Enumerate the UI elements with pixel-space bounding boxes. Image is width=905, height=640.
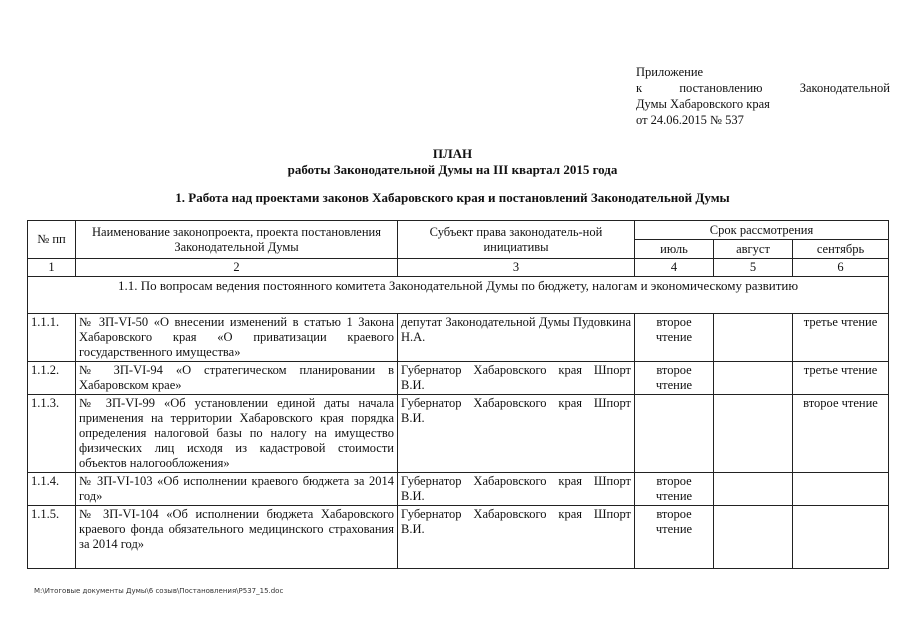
row-num: 1.1.3.	[28, 395, 76, 473]
col-number: 6	[793, 259, 889, 277]
row-september	[793, 473, 889, 506]
appendix-line-1: Приложение	[636, 65, 704, 79]
header-month-july: июль	[635, 240, 714, 259]
header-num: № пп	[28, 221, 76, 259]
row-subject: Губернатор Хабаровского края Шпорт В.И.	[398, 473, 635, 506]
row-num: 1.1.2.	[28, 362, 76, 395]
plan-title: ПЛАН	[432, 146, 473, 161]
header-month-september: сентябрь	[793, 240, 889, 259]
table-row	[28, 473, 889, 506]
row-subject: Губернатор Хабаровского края Шпорт В.И.	[398, 506, 635, 569]
row-num: 1.1.5.	[28, 506, 76, 569]
header-period: Срок рассмотрения	[635, 221, 889, 240]
row-august	[714, 395, 793, 473]
row-name: № ЗП-VI-103 «Об исполнении краевого бюджета за 2014 год»	[76, 473, 398, 506]
header-subject: Субъект права законодатель-ной инициативы	[398, 221, 635, 259]
row-july: второе чтение	[635, 314, 714, 362]
row-august	[714, 506, 793, 569]
row-name: № ЗП-VI-50 «О внесении изменений в статью 1 Закона Хабаровского края «О приватизации краевого государственного имущества»	[76, 314, 398, 362]
row-subject: Губернатор Хабаровского края Шпорт В.И.	[398, 362, 635, 395]
row-august	[714, 362, 793, 395]
appendix-line-2: к постановлению Законодательной	[636, 81, 890, 95]
row-september: третье чтение	[793, 362, 889, 395]
section-row	[28, 277, 889, 314]
appendix-line-3: Думы Хабаровского края	[636, 97, 770, 111]
row-july: второе чтение	[635, 506, 714, 569]
row-num: 1.1.1.	[28, 314, 76, 362]
section-heading: 1. Работа над проектами законов Хабаровского края и постановлений Законодательной Думы	[175, 190, 730, 205]
row-subject: Губернатор Хабаровского края Шпорт В.И.	[398, 395, 635, 473]
row-name: № ЗП-VI-99 «Об установлении единой даты начала применения на территории Хабаровского края порядка определения налоговой базы по налогу на имущество физических лиц исходя из кадастровой стоимости объектов налогообложения»	[76, 395, 398, 473]
col-number: 5	[714, 259, 793, 277]
row-august	[714, 473, 793, 506]
row-july: второе чтение	[635, 362, 714, 395]
row-name: № ЗП-VI-94 «О стратегическом планировании в Хабаровском крае»	[76, 362, 398, 395]
row-name: № ЗП-VI-104 «Об исполнении бюджета Хабаровского краевого фонда обязательного медицинского страхования за 2014 год»	[76, 506, 398, 569]
row-july	[635, 395, 714, 473]
col-number: 3	[398, 259, 635, 277]
row-september: третье чтение	[793, 314, 889, 362]
row-september: второе чтение	[793, 395, 889, 473]
section-title: 1.1. По вопросам ведения постоянного комитета Законодательной Думы по бюджету, налогам и экономическому развитию	[28, 277, 889, 314]
appendix-line-4: от 24.06.2015 № 537	[636, 113, 744, 127]
plan-subtitle: работы Законодательной Думы на III квартал 2015 года	[287, 162, 618, 177]
row-july: второе чтение	[635, 473, 714, 506]
table-row	[28, 506, 889, 569]
appendix-block	[636, 64, 890, 128]
col-number: 2	[76, 259, 398, 277]
plan-table	[27, 220, 889, 569]
header-row	[28, 221, 889, 240]
file-path-footer: M:\Итоговые документы Думы\6 созыв\Постановления\P537_15.doc	[34, 587, 284, 595]
col-number: 4	[635, 259, 714, 277]
table-row	[28, 314, 889, 362]
row-subject: депутат Законодательной Думы Пудовкина Н.А.	[398, 314, 635, 362]
row-august	[714, 314, 793, 362]
table-row	[28, 395, 889, 473]
header-month-august: август	[714, 240, 793, 259]
header-name: Наименование законопроекта, проекта постановления Законодательной Думы	[76, 221, 398, 259]
row-num: 1.1.4.	[28, 473, 76, 506]
row-september	[793, 506, 889, 569]
column-numbers-row	[28, 259, 889, 277]
table-row	[28, 362, 889, 395]
col-number: 1	[28, 259, 76, 277]
